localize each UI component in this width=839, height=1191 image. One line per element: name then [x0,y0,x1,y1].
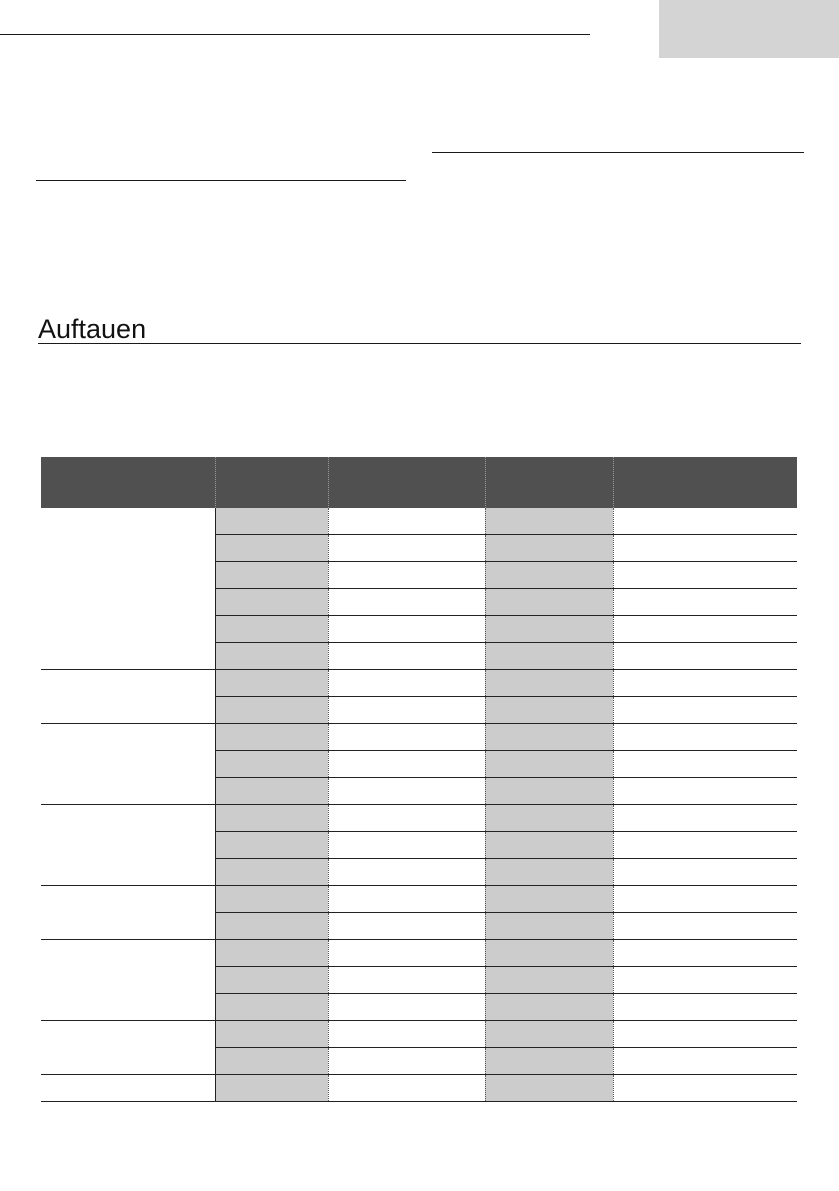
table-cell [215,724,328,751]
table-cell [613,643,797,670]
table-cell [328,1021,485,1048]
table-cell [613,778,797,805]
table-cell [613,1048,797,1075]
food-group-cell [41,670,215,724]
blank-line-upper [432,152,804,153]
table-row [41,805,797,832]
table-cell [328,859,485,886]
table-cell [485,1075,613,1102]
table-cell [613,535,797,562]
table-cell [215,697,328,724]
table-header-row [41,457,797,508]
table-cell [485,697,613,724]
section-title-rule [38,343,801,344]
table-row [41,1021,797,1048]
table-cell [613,832,797,859]
table-cell [328,994,485,1021]
table-cell [485,832,613,859]
table-cell [485,778,613,805]
table-cell [215,1048,328,1075]
food-group-cell [41,1021,215,1075]
table-cell [328,778,485,805]
table-cell [215,886,328,913]
table-cell [485,535,613,562]
header-cell [215,457,328,508]
header-cell [41,457,215,508]
table-cell [328,886,485,913]
blank-line-lower [36,180,406,181]
table-cell [328,751,485,778]
table-cell [215,1075,328,1102]
table-cell [328,940,485,967]
table-row [41,670,797,697]
table-cell [215,589,328,616]
table-cell [613,859,797,886]
table-cell [613,562,797,589]
table-cell [215,859,328,886]
table-cell [215,1021,328,1048]
food-group-cell [41,1075,215,1102]
table-cell [328,643,485,670]
page-tab [659,0,839,58]
table-cell [613,670,797,697]
top-rule [0,34,590,35]
table-cell [613,994,797,1021]
table-cell [485,589,613,616]
table-cell [613,1021,797,1048]
table-cell [485,913,613,940]
table-cell [328,913,485,940]
table-cell [328,967,485,994]
table-cell [613,589,797,616]
table-body [41,508,797,1102]
table-cell [215,562,328,589]
table-cell [613,940,797,967]
table-cell [613,508,797,535]
table-cell [613,886,797,913]
table-cell [215,778,328,805]
table-cell [485,751,613,778]
table-cell [215,508,328,535]
table-cell [485,562,613,589]
table-cell [613,697,797,724]
table-cell [613,1075,797,1102]
table-row [41,508,797,535]
table-cell [215,670,328,697]
table-cell [215,751,328,778]
table-cell [485,724,613,751]
table-cell [613,616,797,643]
table-cell [485,805,613,832]
table-cell [485,940,613,967]
table-row [41,1075,797,1102]
food-group-cell [41,508,215,670]
table-cell [485,967,613,994]
table-cell [328,589,485,616]
table-cell [215,940,328,967]
table-cell [328,535,485,562]
table-cell [328,1075,485,1102]
table-cell [328,832,485,859]
table-cell [215,994,328,1021]
table-cell [215,643,328,670]
table-cell [328,1048,485,1075]
table-row [41,724,797,751]
defrost-table [41,457,797,1102]
header-cell [328,457,485,508]
header-cell [485,457,613,508]
food-group-cell [41,940,215,1021]
table-cell [215,535,328,562]
table-cell [485,508,613,535]
table-cell [328,670,485,697]
header-cell [613,457,797,508]
table-cell [328,508,485,535]
table-cell [485,643,613,670]
table-cell [328,697,485,724]
table-cell [328,562,485,589]
table-cell [485,1021,613,1048]
food-group-cell [41,805,215,886]
table-cell [485,886,613,913]
section-title: Auftauen [38,314,147,344]
table-cell [613,751,797,778]
table-cell [215,616,328,643]
table-row [41,940,797,967]
table-cell [485,616,613,643]
table-cell [215,913,328,940]
table-cell [485,1048,613,1075]
table-cell [215,967,328,994]
table-cell [485,994,613,1021]
table-cell [485,670,613,697]
table-row [41,886,797,913]
table-cell [485,859,613,886]
table-cell [613,913,797,940]
table-cell [613,967,797,994]
food-group-cell [41,724,215,805]
table-cell [215,832,328,859]
table-cell [328,805,485,832]
table-cell [215,805,328,832]
table-cell [613,805,797,832]
table-cell [328,724,485,751]
table-cell [613,724,797,751]
table-cell [328,616,485,643]
food-group-cell [41,886,215,940]
